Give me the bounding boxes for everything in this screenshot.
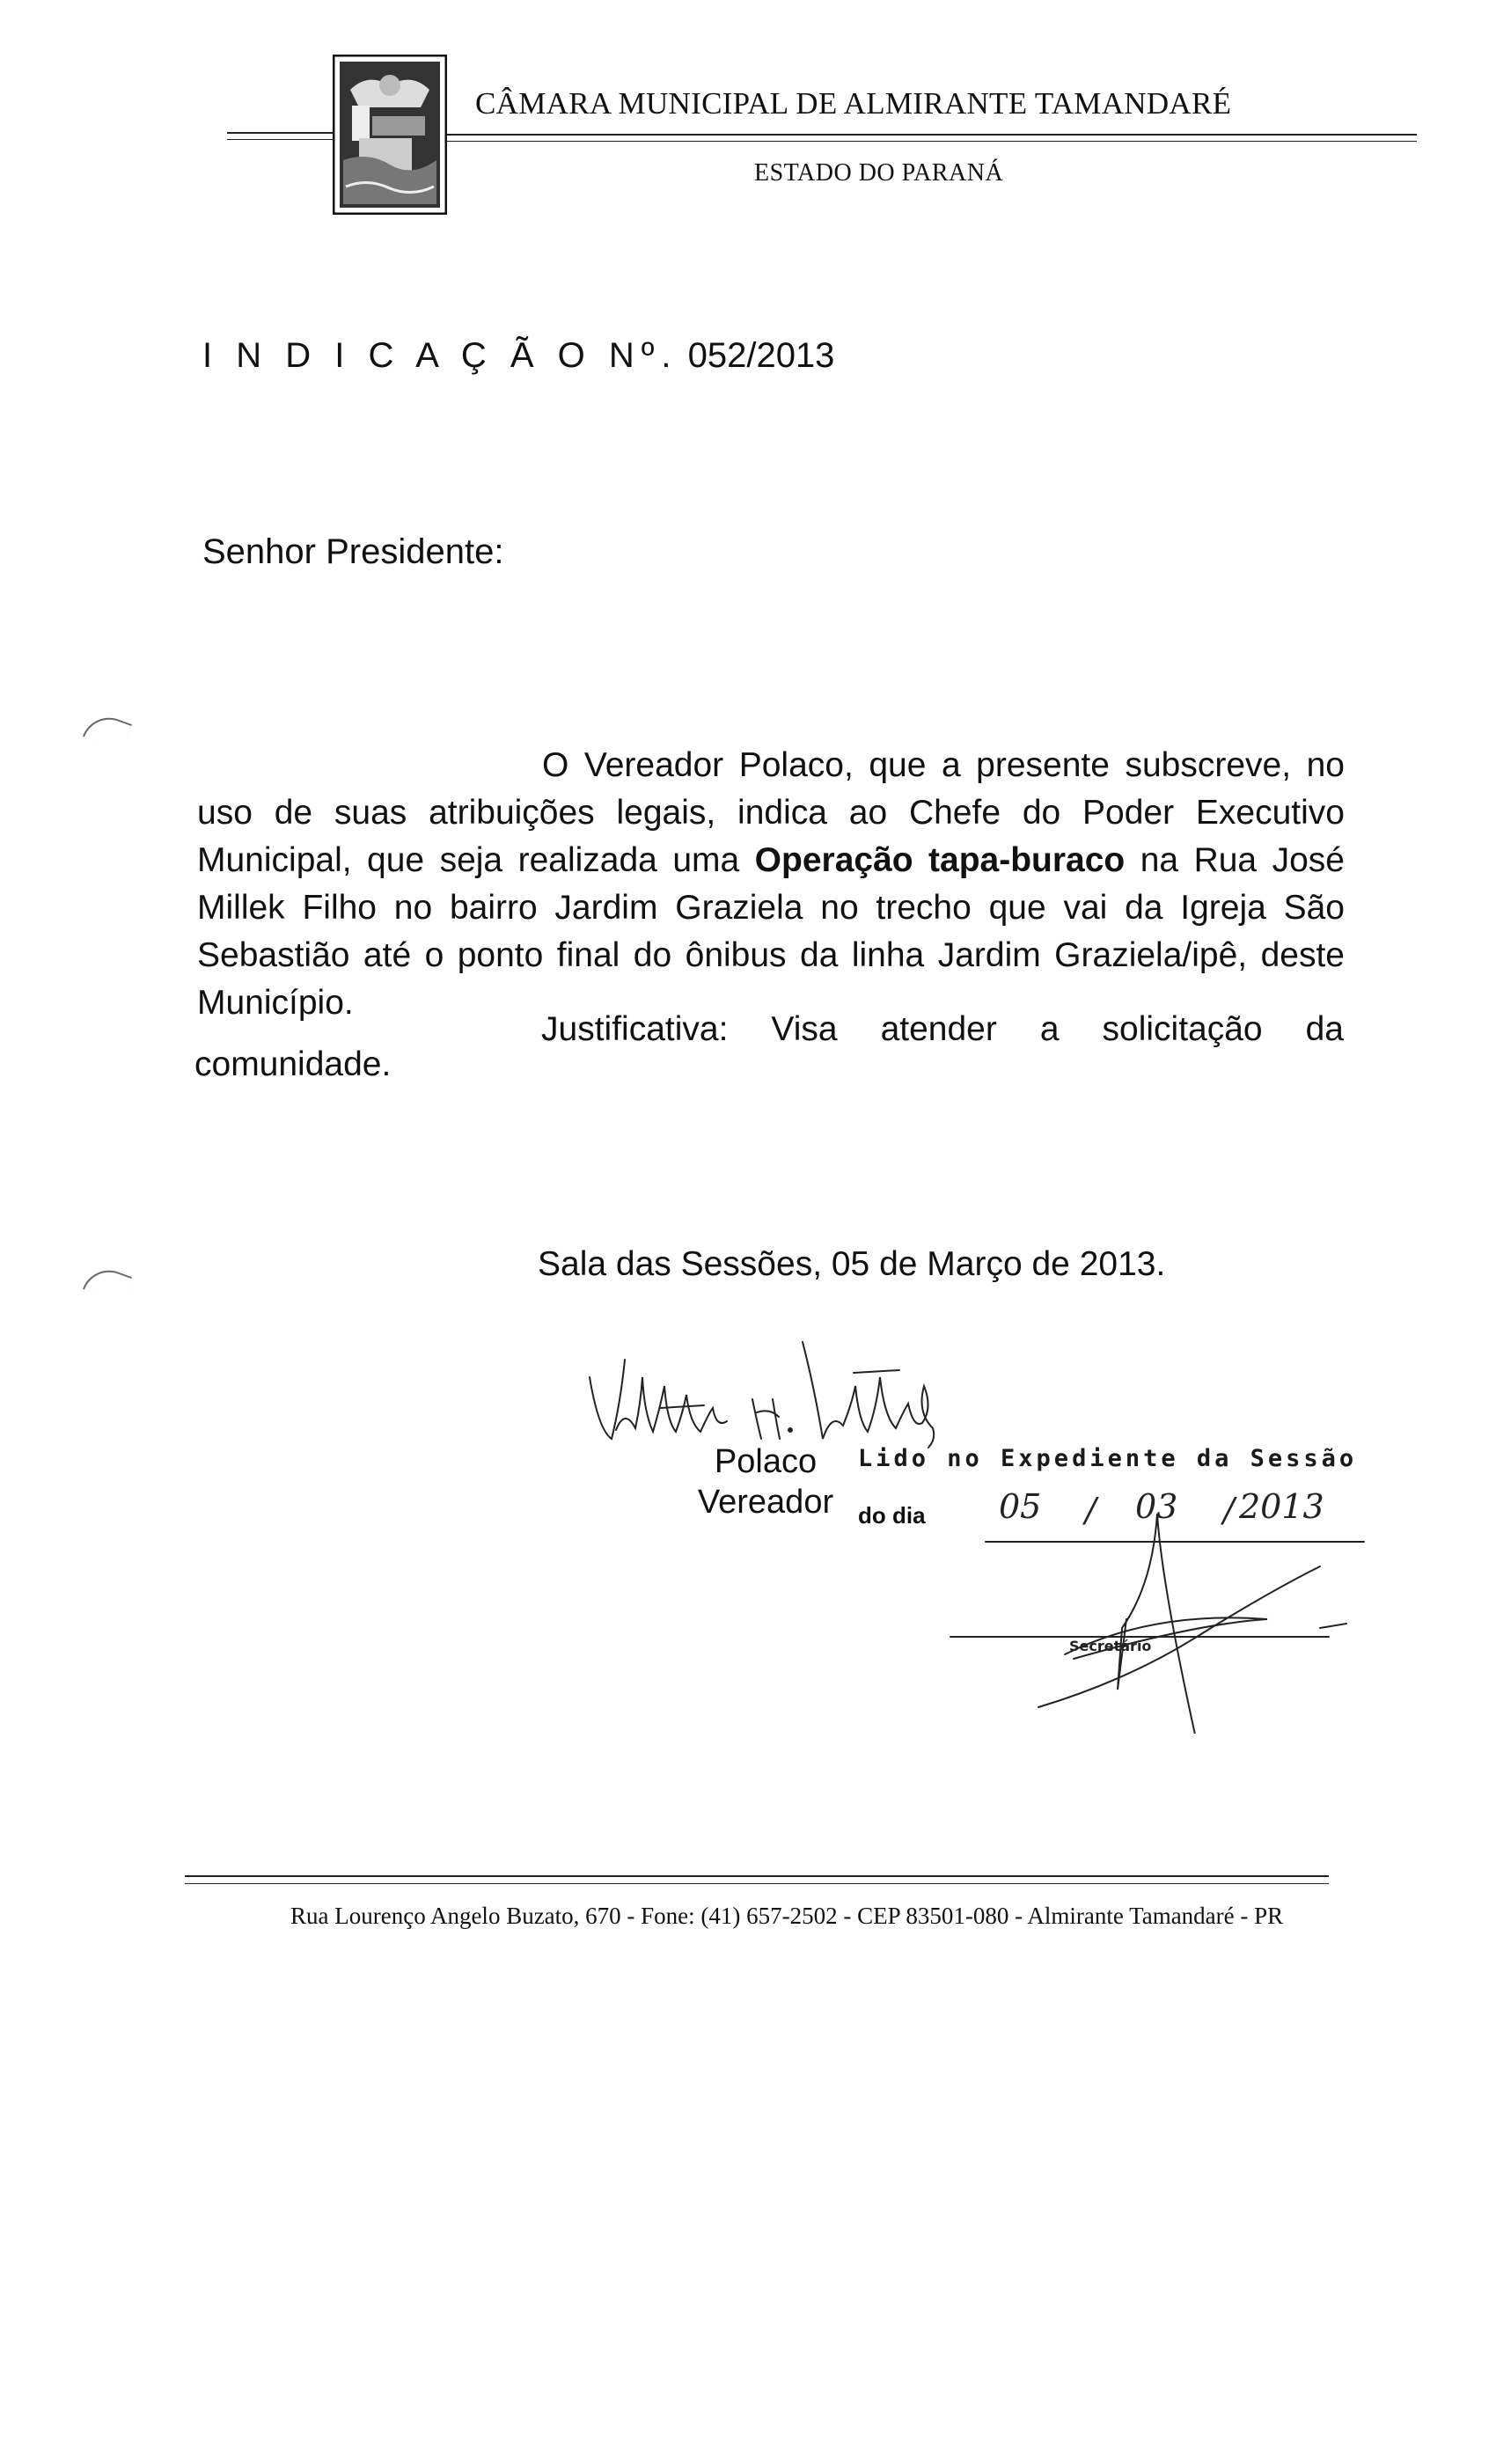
justification-text: Justificativa: Visa atender a solicitação da — [541, 1010, 1344, 1048]
indication-label: I N D I C A Ç Ã O Nº. — [202, 336, 678, 375]
stamp-separator: / — [1085, 1491, 1096, 1529]
footer-rule — [185, 1875, 1329, 1877]
footer-rule-2 — [185, 1883, 1329, 1884]
session-stamp-heading: Lido no Expediente da Sessão — [858, 1445, 1358, 1472]
paragraph-line: Sebastião até o ponto final do ônibus da linha Jardim Graziela/ipê, deste — [197, 936, 1345, 974]
state-subtitle: ESTADO DO PARANÁ — [754, 159, 1004, 187]
stamp-month: 03 — [1135, 1487, 1178, 1526]
paragraph-line — [197, 837, 1345, 884]
header-rule-left — [227, 132, 334, 134]
stamp-separator: / — [1223, 1491, 1235, 1529]
session-stamp-date-label: do dia — [858, 1502, 926, 1529]
footer-address: Rua Lourenço Angelo Buzato, 670 - Fone: (41) 657-2502 - CEP 83501-080 - Almirante Tamandaré - PR — [290, 1903, 1284, 1929]
signer-block — [686, 1441, 845, 1522]
justification-end: comunidade. — [194, 1045, 392, 1083]
chamber-title: CÂMARA MUNICIPAL DE ALMIRANTE TAMANDARÉ — [475, 86, 1232, 121]
indication-heading — [202, 336, 834, 376]
stamp-signer-label: Secretário — [1069, 1638, 1152, 1654]
signer-role: Vereador — [697, 1484, 834, 1521]
operation-name: Operação tapa-buraco — [754, 841, 1126, 879]
punch-hole-mark — [83, 1263, 132, 1303]
municipal-crest-icon — [333, 55, 447, 215]
paragraph-segment: Municipal, que seja realizada uma — [197, 841, 740, 879]
header-rule-left-2 — [227, 139, 334, 140]
session-date-line: Sala das Sessões, 05 de Março de 2013. — [538, 1245, 1166, 1283]
handwritten-signature — [572, 1324, 950, 1452]
paragraph-line: Município. — [197, 984, 354, 1022]
stamp-year: 2013 — [1239, 1487, 1324, 1526]
salutation: Senhor Presidente: — [202, 532, 504, 571]
paragraph-segment: na Rua José — [1140, 841, 1345, 879]
header-rule-right-2 — [447, 141, 1417, 142]
indication-number: 052/2013 — [687, 336, 835, 375]
paragraph-line: O Vereador Polaco, que a presente subscreve, no — [542, 746, 1345, 784]
signer-name: Polaco — [714, 1443, 818, 1480]
body-paragraph — [197, 742, 1345, 1027]
stamp-day: 05 — [999, 1487, 1042, 1526]
paragraph-line: uso de suas atribuições legais, indica ao Chefe do Poder Executivo — [197, 794, 1345, 832]
paragraph-line: Millek Filho no bairro Jardim Graziela no trecho que vai da Igreja São — [197, 889, 1345, 927]
punch-hole-mark — [83, 710, 132, 751]
stamp-signature-lines — [933, 1478, 1373, 1734]
header-rule-right — [447, 134, 1417, 136]
